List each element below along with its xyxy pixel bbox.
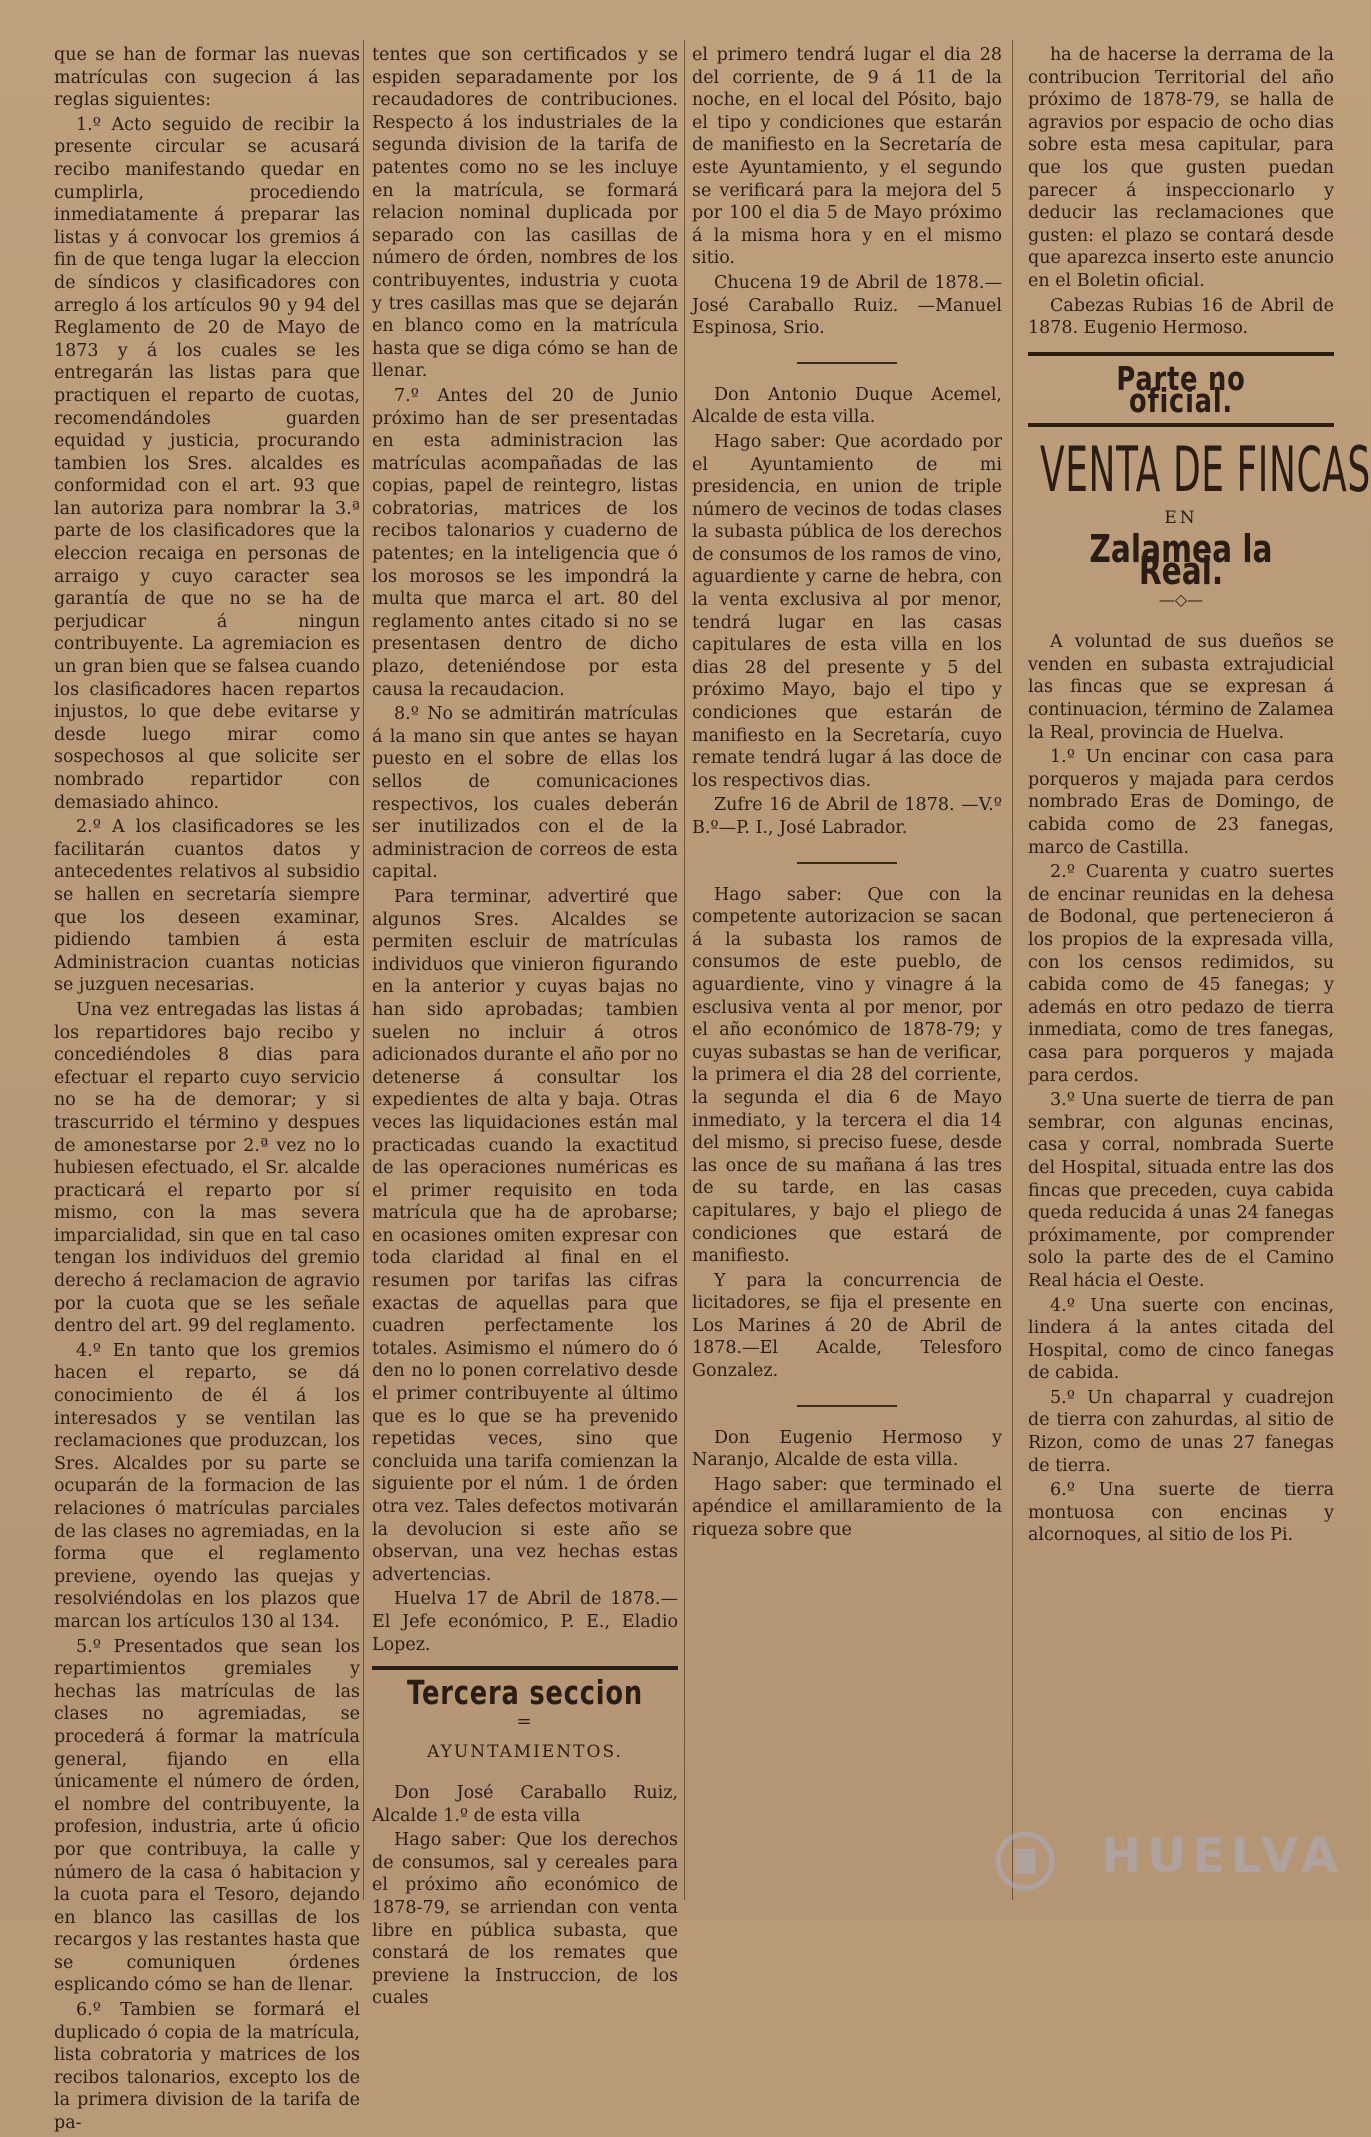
notice-cabezas-rubias-cont [1028,44,1334,340]
notice-zufre [692,384,1002,840]
paragraph: Chucena 19 de Abril de 1878.—José Caraballo Ruiz. —Manuel Espinosa, Srio. [692,272,1002,339]
watermark-text: HUELVA [1101,1828,1344,1884]
column-rule [684,40,685,1900]
column-1-paragraphs [54,44,360,2135]
ad-title: VENTA DE FINCAS [1040,432,1371,506]
column-2-paragraphs [372,44,678,1656]
paragraph: 2.º A los clasificadores se les facilitarán cuantos datos y antecedentes relativos al subsidio se hallen en secretaría siempre que los deseen examinar, pidiendo tambien á esta Administracion cuantas noticias se juzguen necesarias. [54,817,360,996]
paragraph: Hago saber: Que acordado por el Ayuntamiento de mi presidencia, en union de triple número de vecinos de todas clases la subasta pública de los derechos de consumos de los ramos de vino, aguardiente y carne de hebra, con la venta exclusiva al por menor, tendrá lugar en las casas capitulares de esta villa en los dias 28 del presente y 5 del próximo Mayo, bajo el tipo y condiciones que estarán de manifiesto en la Secretaría, cuyo remate tendrá lugar á las doce de los respectivos dias. [692,431,1002,791]
paragraph: 8.º No se admitirán matrículas á la mano sin que antes se hayan puesto en el sobre de ellas los sellos de comunicaciones respectivos, los cuales deberán ser inutilizados con el de la administracion de correos de esta capital. [372,704,678,883]
paragraph: tentes que son certificados y se espiden separadamente por los recaudadores de contribuciones. Respecto á los industriales de la segunda division de la tarifa de patentes como no se les incluye en la matrícula, se formará relacion nominal duplicada por separado con las casillas de número de órden, nombres de los contribuyentes, industria y cuota y tres casillas mas que se dejarán en blanco como en la matrícula hasta que se diga cómo se han de llenar. [372,45,678,382]
section-subheading: AYUNTAMIENTOS. [427,1742,623,1763]
paragraph: 2.º Cuarenta y cuatro suertes de encinar reunidas en la dehesa de Bodonal, que pertenecieron á los propios de la expresada villa, con los censos redimidos, su cabida como de 45 fanegas; y además en otro pedazo de tierra inmediata, como de tres fanegas, casa para porqueros y majada para cerdos. [1028,862,1334,1086]
section-rule [1028,352,1334,356]
paragraph: 6.º Una suerte de tierra montuosa con encinas y alcornoques, al sitio de los Pi. [1028,1480,1334,1546]
paragraph: 6.º Tambien se formará el duplicado ó copia de la matrícula, lista cobratoria y matrices de los recibos talonarios, excepto los de la primera division de la tarifa de pa- [54,2000,360,2134]
section-heading: Tercera seccion [407,1673,643,1713]
column-rule [363,40,364,1900]
paragraph: A voluntad de sus dueños se venden en subasta extrajudicial las fincas que se expresan á continuacion, término de Zalamea la Real, provincia de Huelva. [1028,632,1334,743]
column-3 [692,44,1002,1544]
paragraph: Hago saber: Que los derechos de consumos, sal y cereales para el próximo año económico de 1878-79, se arriendan con venta libre en pública subasta, que constará de los remates que previene la Instruccion, de los cuales [372,1830,678,2009]
ad-body [1028,631,1334,1547]
notice-chucena [692,44,1002,340]
paragraph: el primero tendrá lugar el dia 28 del corriente, de 9 á 11 de la noche, en el local del Pósito, bajo el tipo y condiciones que estarán de manifiesto en la Secretaría de este Ayuntamiento, y el segundo se verificará para la mejora del 5 por 100 el dia 5 de Mayo próximo á la misma hora y en el mismo sitio. [692,45,1002,269]
paragraph: 3.º Una suerte de tierra de pan sembrar, con algunas encinas, casa y corral, nombrada Suerte del Hospital, situada entre las dos fincas que preceden, cuya cabida queda reducida á unas 24 fanegas próximamente, por comprender solo la parte des de el Camino Real hácia el Oeste. [1028,1090,1334,1291]
paragraph: Don Antonio Duque Acemel, Alcalde de esta villa. [692,384,1002,428]
paragraph: que se han de formar las nuevas matrículas con sugecion á las reglas siguientes: [54,45,360,111]
paragraph: Una vez entregadas las listas á los repartidores bajo recibo y concediéndoles 8 dias para efectuar el reparto cuyo servicio no se ha de demorar; y si trascurrido el término y despues de amonestarse por 2.ª vez no lo hubiesen efectuado, el Sr. alcalde practicará el reparto por sí mismo, con la mas severa imparcialidad, sin que en tal caso tengan los individuos del gremio derecho á reclamacion de agravio por la cuota que se les señale dentro del art. 99 del reglamento. [54,999,360,1337]
section-rule [1028,423,1334,427]
ad-place: Zalamea la Real. [1089,526,1273,594]
ornament: —◇— [1158,589,1204,609]
paragraph: Don José Caraballo Ruiz, Alcalde 1.º de esta villa [372,1782,678,1826]
paragraph: ha de hacerse la derrama de la contribucion Territorial del año próximo de 1878-79, se halla de agravios por espacio de ocho dias sobre esta mesa capitular, para que los que gusten puedan parecer á inspeccionarlo y deducir las reclamaciones que gusten: el plazo se contará desde que aparezca inserto este anuncio en el Boletin oficial. [1028,45,1334,291]
paragraph: Zufre 16 de Abril de 1878. —V.º B.º—P. I., José Labrador. [692,795,1002,838]
section-rule [372,1666,678,1670]
paragraph: Huelva 17 de Abril de 1878.— El Jefe económico, P. E., Eladio Lopez. [372,1589,678,1655]
paragraph: Hago saber: que terminado el apéndice el amillaramiento de la riqueza sobre que [692,1474,1002,1541]
paragraph: Y para la concurrencia de licitadores, se fija el presente en Los Marines á 20 de Abril de 1878.—El Acalde, Telesforo Gonzalez. [692,1270,1002,1382]
section-divider: = [516,1710,534,1732]
paragraph: 4.º Una suerte con encinas, lindera á la antes citada del Hospital, como de cinco fanegas de cabida. [1028,1295,1334,1384]
archive-logo-icon [994,1830,1056,1892]
paragraph: 1.º Un encinar con casa para porqueros y majada para cerdos nombrado Eras de Domingo, de cabida como de 23 fanegas, marco de Castilla. [1028,747,1334,858]
separator [797,862,897,864]
paragraph: 4.º En tanto que los gremios hacen el reparto, se dá conocimiento de él á los interesados y se ventilan las reclamaciones que produzcan, los Sres. Alcaldes por su parte se ocuparán de la formacion de las relaciones ó matrículas parciales de las clases no agremiadas, en la forma que el reglamento previene, oyendo las quejas y resolviéndolas en los plazos que marcan los artículos 130 al 134. [54,1340,360,1632]
paragraph: 5.º Un chaparral y cuadrejon de tierra con zahurdas, al sitio de Rizon, como de unas 27 fanegas de tierra. [1028,1387,1334,1476]
watermark [994,1828,1344,1898]
ad-en: EN [1164,507,1198,528]
paragraph: Para terminar, advertiré que algunos Sres. Alcaldes se permiten escluir de matrículas individuos que vinieron figurando en la anterior y cuyas bajas no han sido aprobadas; tambien suelen no incluir á otros adicionados durante el año por no detenerse á consultar los expedientes de alta y baja. Otras veces las liquidaciones están mal practicadas cuando la exactitud de las operaciones numéricas es el primer requisito en toda matrícula que ha de aprobarse; en ocasiones omiten expresar con toda claridad al final en el resumen por tarifas las cifras exactas de aquellas para que cuadren perfectamente los totales. Asimismo el número do ó den no lo ponen correlativo desde el primer contribuyente al último que es lo que se ha prevenido repetidas veces, sino que concluida una tarifa comienzan la siguiente por el núm. 1 de órden otra vez. Tales defectos motivarán la devolucion si este año se observan, una vez hechas estas advertencias. [372,886,678,1585]
separator [797,362,897,364]
notice-cabezas-rubias [692,1427,1002,1542]
column-1 [54,44,360,2137]
paragraph: Hago saber: Que con la competente autorizacion se sacan á la subasta los ramos de consumos de este pueblo, de aguardiente, vino y vinagre á la esclusiva venta al por menor, por el año económico de 1878-79; y cuyas subastas se han de verificar, la primera el dia 28 del corriente, la segunda el dia 6 de Mayo inmediato, y la tercera el dia 14 del mismo, si preciso fuese, desde las once de su mañana á las tres de su tarde, en las casas capitulares, y bajo el pliego de condiciones que estará de manifiesto. [692,884,1002,1267]
separator [797,1405,897,1407]
paragraph: 5.º Presentados que sean los repartimientos gremiales y hechas las matrículas de las clases no agremiadas, se procederá á formar la matrícula general, fijando en ella únicamente el número de órden, el nombre del contribuyente, la profesion, industria, arte ú oficio por que contribuya, la calle y número de la casa ó habitacion y la cuota para el Tesoro, dejando en blanco las casillas de los recargos y las restantes hasta que se comuniquen órdenes esplicando cómo se han de llenar. [54,1636,360,1996]
paragraph: Cabezas Rubias 16 de Abril de 1878. Eugenio Hermoso. [1028,295,1334,339]
column-2-after [372,1782,678,2010]
column-4 [1028,44,1371,1549]
paragraph: 1.º Acto seguido de recibir la presente circular se acusará recibo manifestando quedar en cumplirla, procediendo inmediatamente á preparar las listas y á convocar los gremios á fin de que tenga lugar la eleccion de síndicos y clasificadores con arreglo á los artículos 90 y 94 del Reglamento de 20 de Mayo de 1873 y á los cuales se les entregarán las listas para que practiquen el reparto de cuotas, recomendándoles guarden equidad y justicia, procurando tambien los Sres. alcaldes es conformidad con el art. 93 que lan autoriza para nombrar la 3.ª parte de los clasificadores que la eleccion recaiga en personas de arraigo y cuyo caracter sea garantía de que no se ha de perjudicar á ningun contribuyente. La agremiacion es un gran bien que se falsea cuando los clasificadores hacen repartos injustos, lo que debe evitarse y desde luego mirar como sospechosos al que solicite ser nombrado repartidor con demasiado ahinco. [54,114,360,813]
column-rule [1012,40,1013,1900]
column-2 [372,44,678,2012]
paragraph: Don Eugenio Hermoso y Naranjo, Alcalde de esta villa. [692,1427,1002,1471]
notice-los-marines [692,884,1002,1383]
section-heading-no-oficial: Parte no oficial. [1116,358,1246,421]
paragraph: 7.º Antes del 20 de Junio próximo han de ser presentadas en esta administracion las matrículas acompañadas de las copias, papel de reintegro, listas cobratorias, matrices de los recibos talonarios y cuaderno de patentes; en la inteligencia que ó los morosos se les impondrá la multa que marca el art. 80 del reglamento antes citado si no se presentasen dentro de dicho plazo, deteniéndose por esta causa la recaudacion. [372,385,678,700]
